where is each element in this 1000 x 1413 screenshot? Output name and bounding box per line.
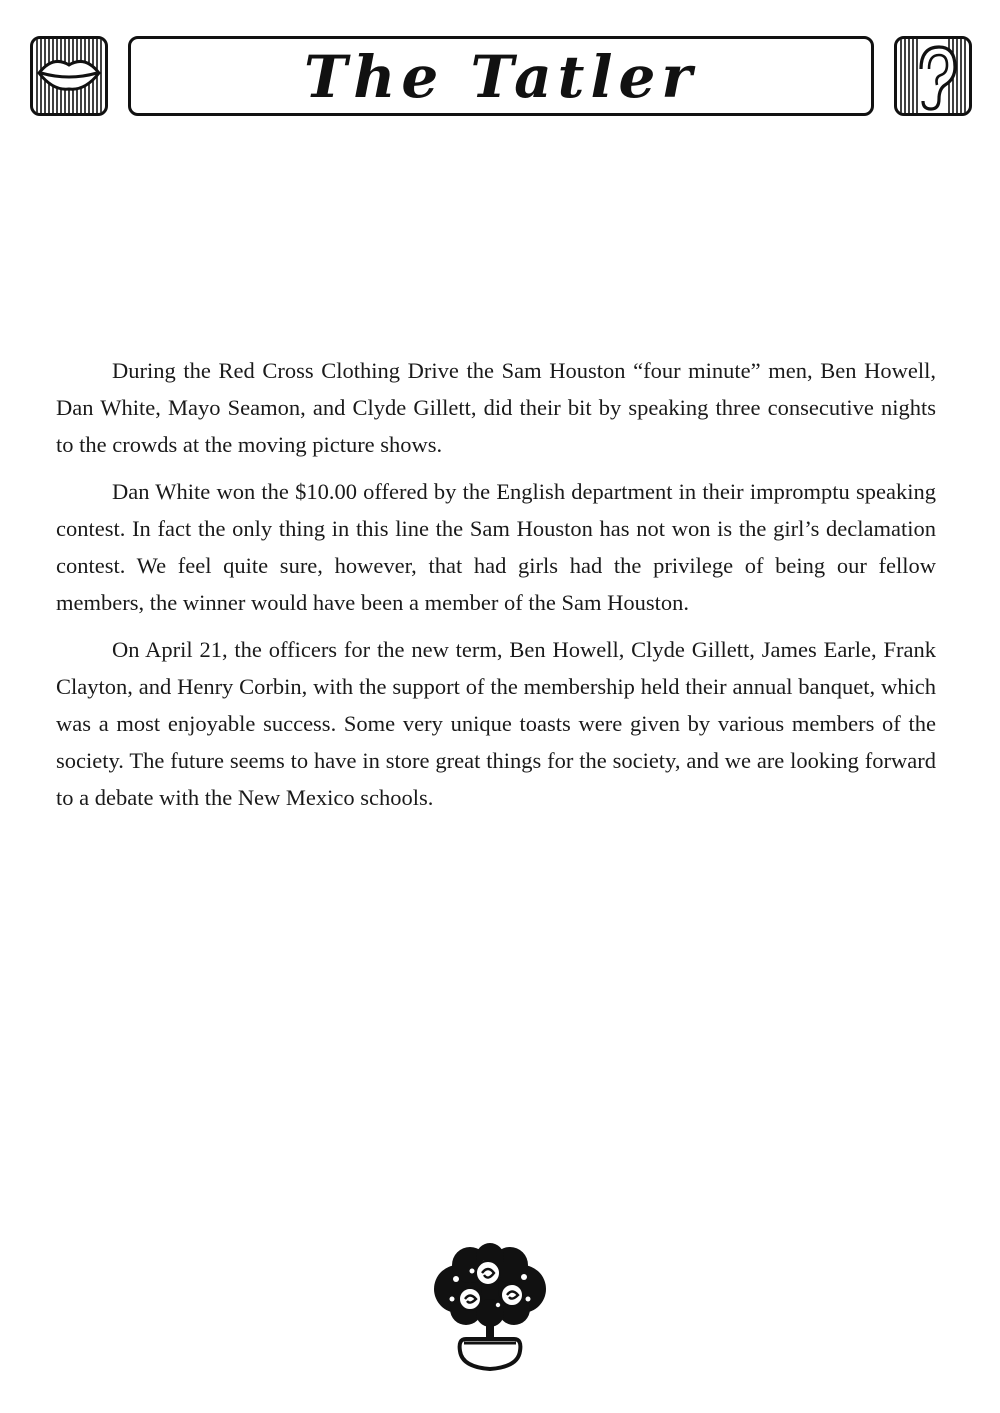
masthead-title: The Tatler xyxy=(304,43,698,111)
article-body xyxy=(56,352,936,826)
paragraph: During the Red Cross Clothing Drive the Sam Houston “four minute” men, Ben Howell, Dan White, Mayo Seamon, and Clyde Gillett, did their bit by speaking three consecutive nights to the crowds at the moving picture shows. xyxy=(56,358,936,457)
title-frame xyxy=(128,36,874,116)
paragraph: Dan White won the $10.00 offered by the English department in their impromptu speaking contest. In fact the only thing in this line the Sam Houston has not won is the girl’s declamation contest. We feel quite sure, however, that had girls had the privilege of being our fellow members, the winner would have been a member of the Sam Houston. xyxy=(56,479,936,615)
masthead xyxy=(30,34,972,120)
lips-icon xyxy=(30,36,108,116)
flower-pot-icon xyxy=(426,1243,554,1373)
paragraph: On April 21, the officers for the new term, Ben Howell, Clyde Gillett, James Earle, Frank Clayton, and Henry Corbin, with the support of the membership held their annual banquet, which was a most enjoyable success. Some very unique toasts were given by various members of the society. The future seems to have in store great things for the society, and we are looking forward to a debate with the New Mexico schools. xyxy=(56,637,936,810)
ear-icon xyxy=(894,36,972,116)
